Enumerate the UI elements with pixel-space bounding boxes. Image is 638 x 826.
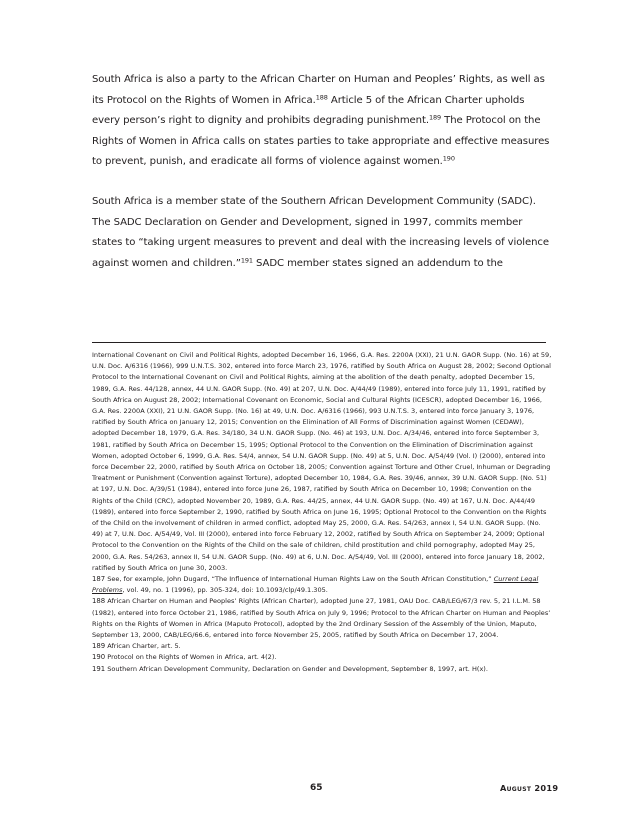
footnote-ref-191[interactable]: 191 xyxy=(240,256,253,265)
footnote-text: See, for example, John Dugard, “The Influence of International Human Rights Law on the South African Constitution,” xyxy=(105,575,494,584)
footnote-number: 189 xyxy=(92,642,106,651)
footnote-divider xyxy=(92,342,546,343)
footnote-187 xyxy=(92,574,552,596)
footnote-text: , vol. 49, no. 1 (1996), pp. 305-324, doi: 10.1093/clp/49.1.305. xyxy=(122,586,328,595)
page-number: 65 xyxy=(310,783,323,793)
footnote-continuation: International Covenant on Civil and Political Rights, adopted December 16, 1966, G.A. Res. 2200A (XXI), 21 U.N. GAOR Supp. (No. 16) at 59, U.N. Doc. A/6316 (1966), 999 U.N.T.S. 302, entered into force March 23, 1976, ratified by South Africa on August 28, 2002; Second Optional Protocol to the International Covenant on Civil and Political Rights, aiming at the abolition of the death penalty, adopted December 15, 1989, G.A. Res. 44/128, annex, 44 U.N. GAOR Supp. (No. 49) at 207, U.N. Doc. A/44/49 (1989), entered into force July 11, 1991, ratified by South Africa on August 28, 2002; International Covenant on Economic, Social and Cultural Rights (ICESCR), adopted December 16, 1966, G.A. Res. 2200A (XXI), 21 U.N. GAOR Supp. (No. 16) at 49, U.N. Doc. A/6316 (1966), 993 U.N.T.S. 3, entered into force January 3, 1976, ratified by South Africa on January 12, 2015; Convention on the Elimination of All Forms of Discrimination against Women (CEDAW), adopted December 18, 1979, G.A. Res. 34/180, 34 U.N. GAOR Supp. (No. 46) at 193, U.N. Doc. A/34/46, entered into force September 3, 1981, ratified by South Africa on December 15, 1995; Optional Protocol to the Convention on the Elimination of Discrimination against Women, adopted October 6, 1999, G.A. Res. 54/4, annex, 54 U.N. GAOR Supp. (No. 49) at 5, U.N. Doc. A/54/49 (Vol. I) (2000), entered into force December 22, 2000, ratified by South Africa on October 18, 2005; Convention against Torture and Other Cruel, Inhuman or Degrading Treatment or Punishment (Convention against Torture), adopted December 10, 1984, G.A. Res. 39/46, annex, 39 U.N. GAOR Supp. (No. 51) at 197, U.N. Doc. A/39/51 (1984), entered into force June 26, 1987, ratified by South Africa on December 10, 1998; Convention on the Rights of the Child (CRC), adopted November 20, 1989, G.A. Res. 44/25, annex, 44 U.N. GAOR Supp. (No. 49) at 167, U.N. Doc. A/44/49 (1989), entered into force September 2, 1990, ratified by South Africa on June 16, 1995; Optional Protocol to the Convention on the Rights of the Child on the involvement of children in armed conflict, adopted May 25, 2000, G.A. Res. 54/263, annex I, 54 U.N. GAOR Supp. (No. 49) at 7, U.N. Doc. A/54/49, Vol. III (2000), entered into force February 12, 2002, ratified by South Africa on September 24, 2009; Optional Protocol to the Convention on the Rights of the Child on the sale of children, child prostitution and child pornography, adopted May 25, 2000, G.A. Res. 54/263, annex II, 54 U.N. GAOR Supp. (No. 49) at 6, U.N. Doc. A/54/49, Vol. III (2000), entered into force January 18, 2002, ratified by South Africa on June 30, 2003. xyxy=(92,351,552,572)
footnote-number: 191 xyxy=(92,664,106,673)
footnote-190 xyxy=(92,652,552,663)
paragraph-text: Article 5 of the African Charter upholds every person’s right to dignity and prohibits degrading punishment. xyxy=(92,94,525,127)
footnote-number: 187 xyxy=(92,575,106,584)
paragraph-text: SADC member states signed an addendum to the xyxy=(252,257,503,269)
footnote-text: African Charter on Human and Peoples’ Rights (African Charter), adopted June 27, 1981, OAU Doc. CAB/LEG/67/3 rev. 5, 21 I.L.M. 58 (1982), entered into force October 21, 1986, ratified by South Africa on July 9, 1996; Protocol to the African Charter on Human and Peoples’ Rights on the Rights of Women in Africa (Maputo Protocol), adopted by the 2nd Ordinary Session of the Assembly of the Union, Maputo, September 13, 2000, CAB/LEG/66.6, entered into force November 25, 2005, ratified by South Africa on December 17, 2004. xyxy=(92,597,551,640)
footnote-number: 188 xyxy=(92,597,106,606)
footer-date: August 2019 xyxy=(500,783,559,793)
footnote-text: Southern African Development Community, Declaration on Gender and Development, September 8, 1997, art. H(x). xyxy=(105,664,488,673)
body-paragraph-1 xyxy=(92,70,552,173)
footnote-ref-190[interactable]: 190 xyxy=(442,154,455,163)
footnote-189 xyxy=(92,641,552,652)
footnote-number: 190 xyxy=(92,653,106,662)
body-paragraph-2 xyxy=(92,192,552,274)
footnote-188 xyxy=(92,596,552,641)
footnote-ref-188[interactable]: 188 xyxy=(315,93,328,102)
footnote-text: Protocol on the Rights of Women in Africa, art. 4(2). xyxy=(105,653,277,662)
footnote-ref-189[interactable]: 189 xyxy=(428,113,442,122)
journal-title: Current Legal Problems xyxy=(92,575,539,595)
footnotes xyxy=(92,350,552,675)
footnote-text: African Charter, art. 5. xyxy=(105,642,181,651)
paragraph-text: South Africa is also a party to the African Charter on Human and Peoples’ Rights, as well as its Protocol on the Rights of Women in Africa. xyxy=(92,74,545,106)
paragraph-text: The Protocol on the Rights of Women in Africa calls on states parties to take appropriate and effective measures to prevent, punish, and eradicate all forms of violence against women. xyxy=(92,115,550,168)
footnote-191 xyxy=(92,664,552,675)
paragraph-text: South Africa is a member state of the Southern African Development Community (SADC). The SADC Declaration on Gender and Development, signed in 1997, commits member states to “taking urgent measures to prevent and deal with the increasing levels of violence against women and children.” xyxy=(92,196,549,269)
